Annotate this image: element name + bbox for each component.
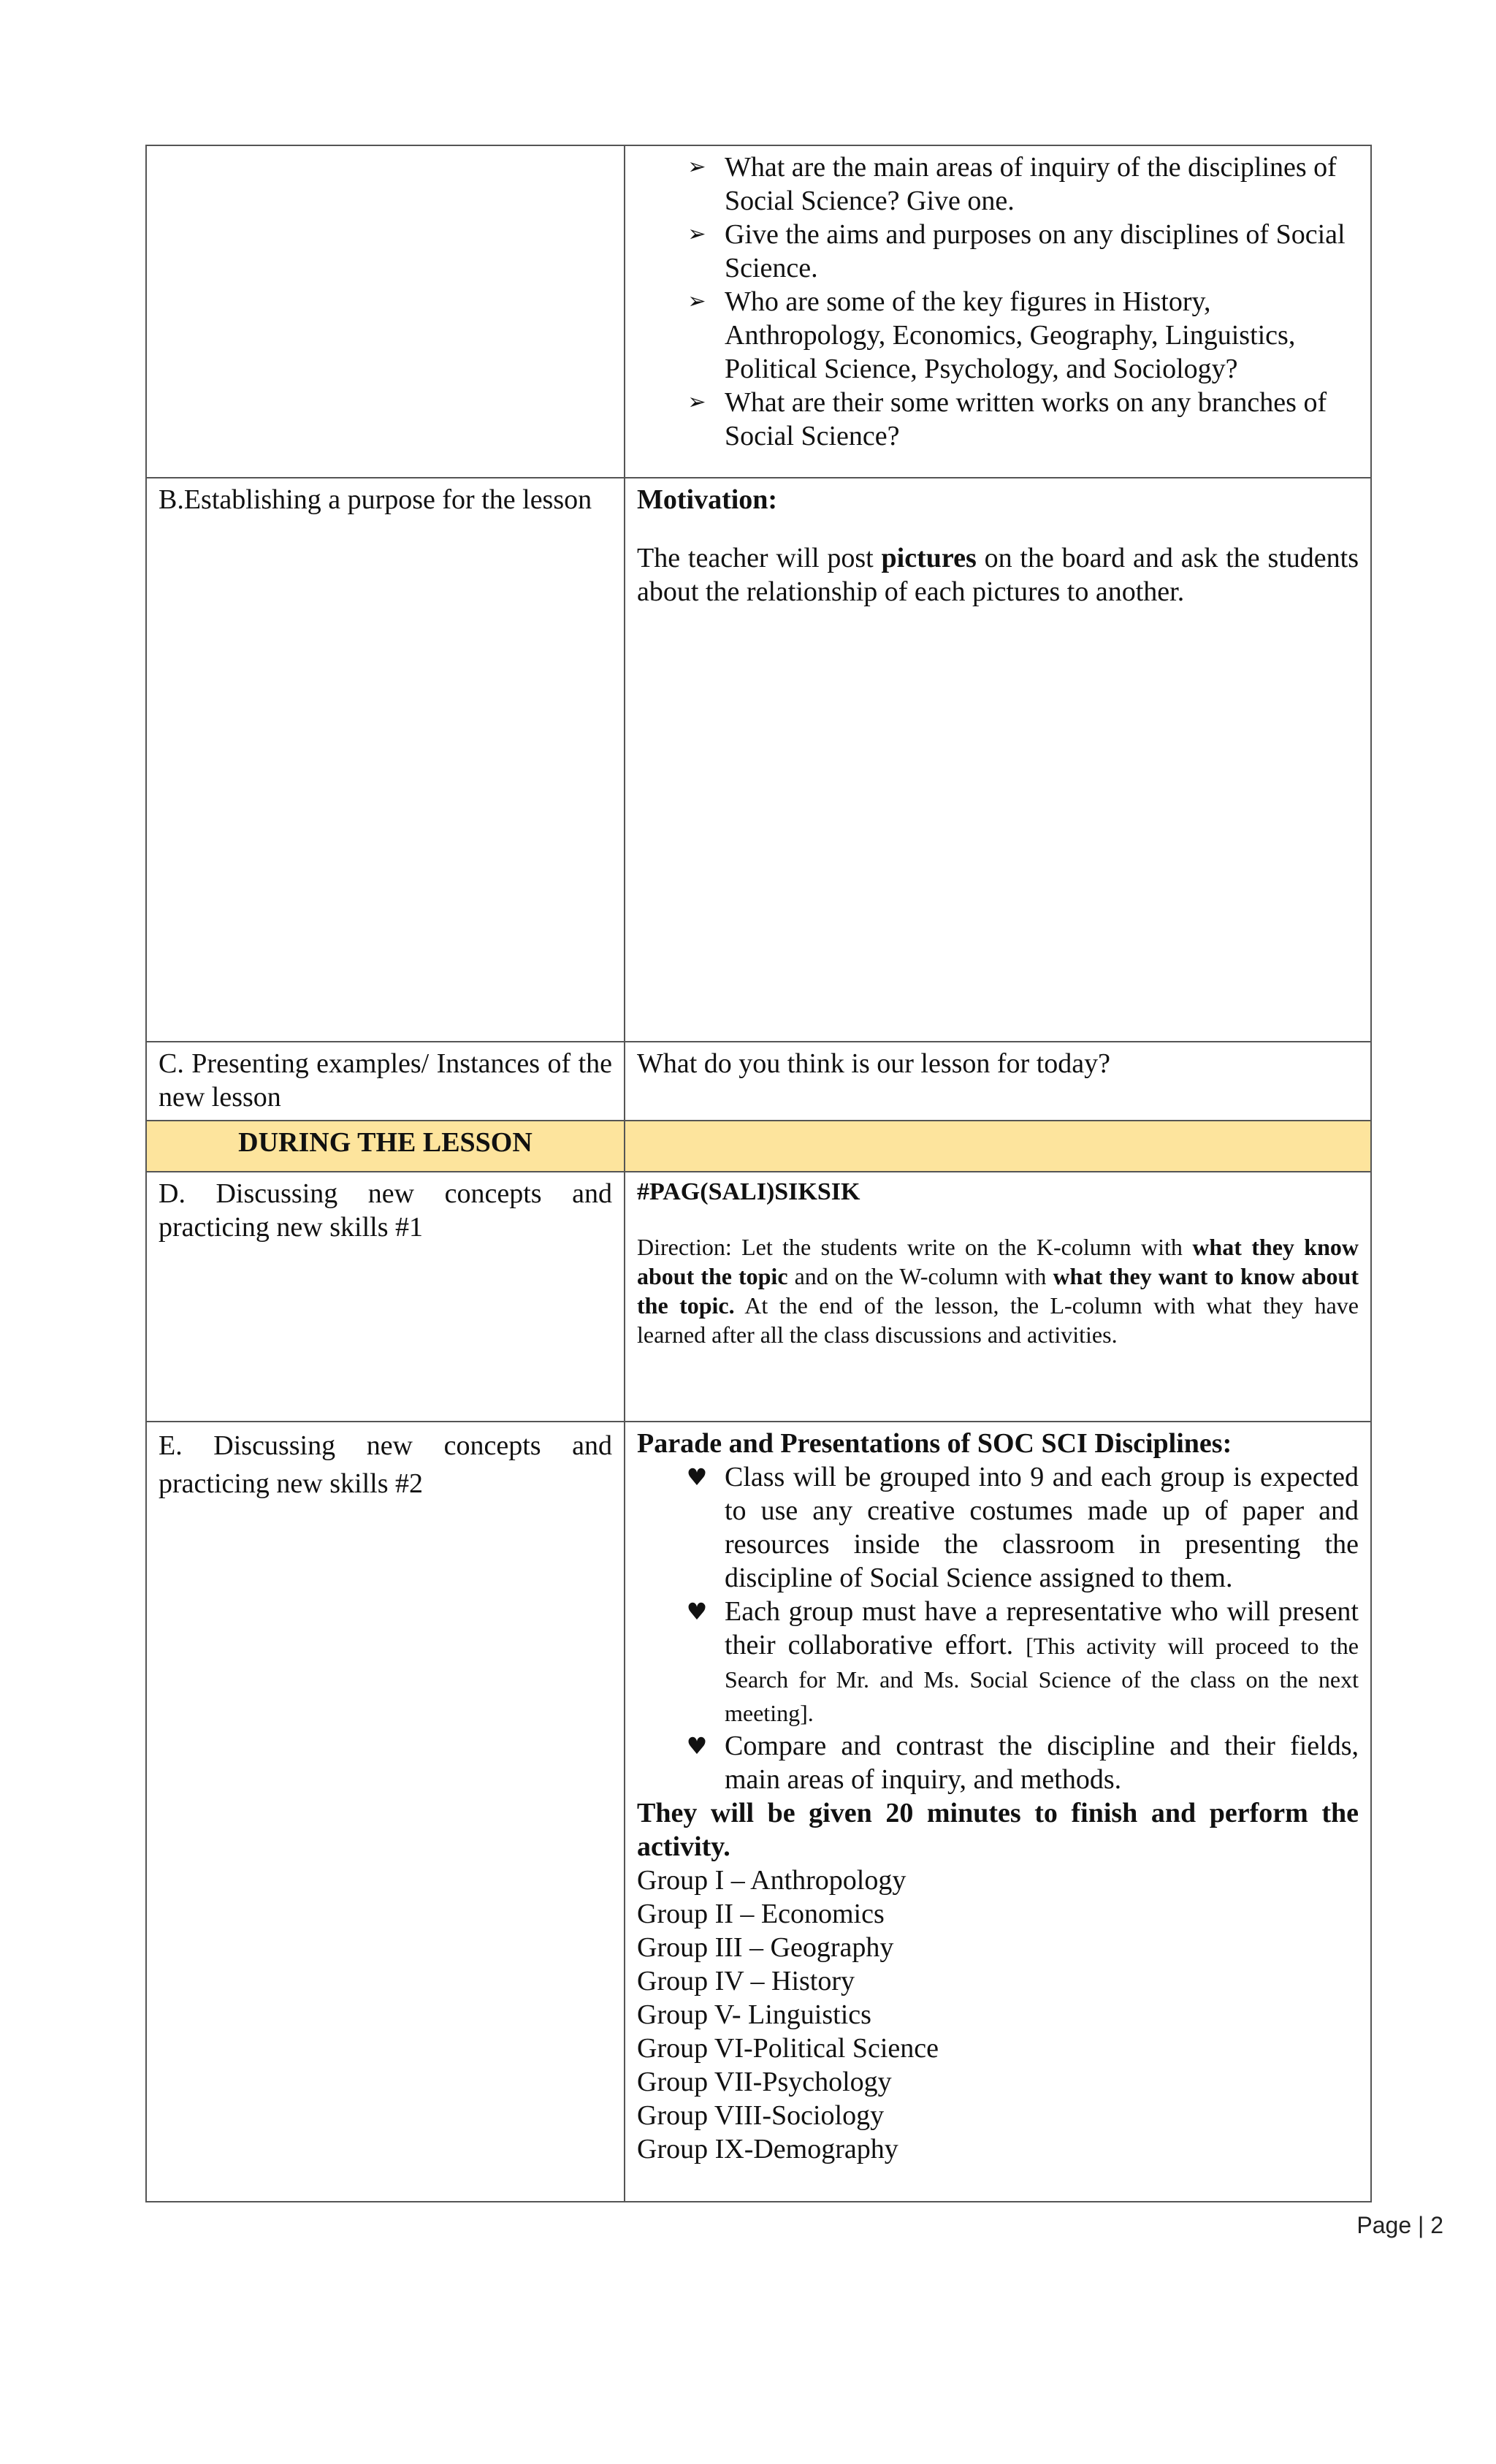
question-item: ➢ What are their some written works on any branches of Social Science? xyxy=(637,386,1359,453)
arrow-bullet-icon: ➢ xyxy=(687,154,706,180)
row-b-label: B.Establishing a purpose for the lesson xyxy=(146,478,625,1042)
row-establishing-purpose xyxy=(146,478,1371,1042)
during-lesson-label: DURING THE LESSON xyxy=(146,1121,625,1172)
row-d-content xyxy=(625,1172,1371,1422)
arrow-bullet-icon: ➢ xyxy=(687,389,706,415)
heart-bullet-icon: ♥ xyxy=(686,1598,708,1625)
question-item: ➢ Who are some of the key figures in History, Anthropology, Economics, Geography, Linguistics, Political Science, Psychology, and Sociology? xyxy=(637,285,1359,386)
group-item: Group VII-Psychology xyxy=(637,2067,892,2097)
row-questions xyxy=(146,145,1371,478)
bullet-item: ♥ Class will be grouped into 9 and each group is expected to use any creative costumes made up of paper and resources inside the classroom in presenting the discipline of Social Science assigned to them. xyxy=(637,1460,1359,1595)
arrow-bullet-icon: ➢ xyxy=(687,289,706,314)
question-item: ➢ Give the aims and purposes on any disciplines of Social Science. xyxy=(637,218,1359,285)
group-item: Group IV – History xyxy=(637,1966,855,1996)
row-questions-content-cell xyxy=(625,145,1371,478)
group-item: Group V- Linguistics xyxy=(637,1999,871,2030)
question-item: ➢ What are the main areas of inquiry of the disciplines of Social Science? Give one. xyxy=(637,150,1359,218)
parade-heading: Parade and Presentations of SOC SCI Disciplines: xyxy=(637,1428,1232,1459)
row-presenting-examples xyxy=(146,1042,1371,1121)
bullet-item: ♥ Each group must have a representative who will present their collaborative effort. [This activity will proceed to the Search for Mr. and Ms. Social Science of the class on the next meeting]. xyxy=(637,1595,1359,1729)
group-item: Group III – Geography xyxy=(637,1932,894,1963)
heart-bullet-icon: ♥ xyxy=(686,1463,708,1491)
parade-bullets xyxy=(637,1460,1359,1796)
row-b-content xyxy=(625,478,1371,1042)
direction-text: Direction: Let the students write on the K-column with what they know about the topic and on the W-column with what they want to know about the topic. At the end of the lesson, the L-column with what they have learned after all the class discussions and activities. xyxy=(637,1234,1359,1348)
group-item: Group IX-Demography xyxy=(637,2134,898,2164)
row-c-label: C. Presenting examples/ Instances of the new lesson xyxy=(146,1042,625,1121)
question-list xyxy=(637,150,1359,453)
group-item: Group I – Anthropology xyxy=(637,1865,907,1896)
heart-bullet-icon: ♥ xyxy=(686,1732,708,1760)
during-lesson-empty xyxy=(625,1121,1371,1172)
arrow-bullet-icon: ➢ xyxy=(687,221,706,247)
row-e-label: E. Discussing new concepts and practicing new skills #2 xyxy=(146,1422,625,2202)
motivation-heading: Motivation: xyxy=(637,484,778,515)
group-item: Group II – Economics xyxy=(637,1899,885,1929)
bullet-item: ♥ Compare and contrast the discipline and their fields, main areas of inquiry, and methods. xyxy=(637,1729,1359,1796)
row-e-content xyxy=(625,1422,1371,2202)
during-lesson-band xyxy=(146,1121,1371,1172)
row-discussing-2 xyxy=(146,1422,1371,2202)
group-list xyxy=(637,1864,1359,2166)
group-item: Group VIII-Sociology xyxy=(637,2100,885,2131)
lesson-plan-table xyxy=(145,145,1372,2202)
row-c-content: What do you think is our lesson for today? xyxy=(625,1042,1371,1121)
activity-title: #PAG(SALI)SIKSIK xyxy=(637,1178,860,1205)
page-number: Page | 2 xyxy=(1356,2212,1443,2238)
row-questions-label-cell xyxy=(146,145,625,478)
time-note: They will be given 20 minutes to finish and perform the activity. xyxy=(637,1798,1359,1862)
motivation-text: The teacher will post pictures on the board and ask the students about the relationship of each pictures to another. xyxy=(637,543,1359,607)
row-d-label: D. Discussing new concepts and practicing new skills #1 xyxy=(146,1172,625,1422)
group-item: Group VI-Political Science xyxy=(637,2033,939,2064)
row-discussing-1 xyxy=(146,1172,1371,1422)
